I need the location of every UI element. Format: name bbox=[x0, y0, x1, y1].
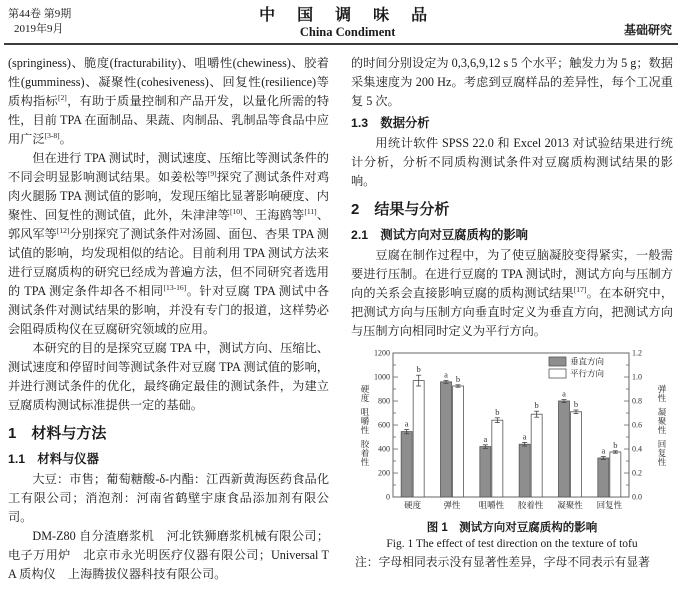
svg-text:1.0: 1.0 bbox=[632, 372, 642, 382]
svg-text:1000: 1000 bbox=[374, 372, 390, 382]
svg-text:a: a bbox=[601, 445, 606, 456]
svg-text:度: 度 bbox=[360, 393, 370, 403]
svg-text:硬度: 硬度 bbox=[404, 500, 422, 510]
svg-text:0.4: 0.4 bbox=[632, 444, 642, 454]
left-column bbox=[8, 54, 329, 584]
svg-text:b: b bbox=[573, 399, 579, 409]
svg-text:0: 0 bbox=[386, 492, 390, 502]
svg-text:回: 回 bbox=[657, 439, 667, 449]
svg-text:0.8: 0.8 bbox=[632, 396, 642, 406]
svg-text:a: a bbox=[483, 433, 488, 444]
paragraph: 的时间分别设定为 0,3,6,9,12 s 5 个水平；触发力为 5 g；数据采集速度为 200 Hz。考虑到豆腐样品的差异性，每个工况重复 5 次。 bbox=[351, 56, 673, 108]
svg-text:垂直方向: 垂直方向 bbox=[570, 356, 605, 367]
journal-title-en: China Condiment bbox=[299, 25, 396, 39]
svg-text:1200: 1200 bbox=[374, 348, 390, 358]
volume-issue: 第44卷 第9期 bbox=[8, 8, 72, 20]
subsection-heading-data-analysis: 1.3 数据分析 bbox=[351, 116, 430, 130]
svg-text:b: b bbox=[613, 439, 618, 450]
svg-text:咀: 咀 bbox=[360, 407, 370, 417]
svg-text:a: a bbox=[522, 431, 527, 442]
svg-text:聚: 聚 bbox=[657, 416, 667, 426]
paragraph: (springiness)、脆度(fracturability)、咀嚼性(chewiness)、胶着性(gumminess)、凝聚性(cohesiveness)、回复性(resilience)等质构指标[2]，有助于质量控制和产品开发，以量化所需的特性，目前 TPA 在面制品、果蔬、肉制品、乳制品等食品中应用广泛[3-8]。 bbox=[8, 56, 330, 146]
svg-text:200: 200 bbox=[378, 468, 390, 478]
journal-title-block bbox=[71, 7, 624, 40]
svg-text:0.2: 0.2 bbox=[632, 468, 642, 478]
two-column-body bbox=[0, 45, 682, 584]
paragraph: 大豆：市售；葡萄糖酸-δ-内酯：江西新黄海医药食品化工有限公司；消泡剂：河南省鹤壁宇康食品添加剂有限公司。 bbox=[8, 472, 329, 524]
svg-text:胶着性: 胶着性 bbox=[517, 500, 544, 510]
svg-text:凝聚性: 凝聚性 bbox=[557, 500, 583, 510]
svg-text:性: 性 bbox=[657, 393, 667, 403]
svg-text:1.2: 1.2 bbox=[632, 348, 642, 358]
svg-text:a: a bbox=[562, 388, 566, 399]
right-column bbox=[351, 54, 673, 584]
paragraph: 用统计软件 SPSS 22.0 和 Excel 2013 对试验结果进行统计分析，分析不同质构测试条件对豆腐质构测试结果的影响。 bbox=[351, 136, 673, 188]
section-label: 基础研究 bbox=[623, 23, 672, 37]
svg-text:回复性: 回复性 bbox=[596, 500, 623, 510]
svg-text:性: 性 bbox=[657, 457, 667, 467]
svg-text:800: 800 bbox=[378, 396, 390, 406]
svg-text:弹性: 弹性 bbox=[443, 500, 461, 510]
svg-text:胶: 胶 bbox=[360, 439, 370, 449]
figure-caption-cn: 图 1 测试方向对豆腐质构的影响 bbox=[426, 522, 598, 534]
svg-text:性: 性 bbox=[657, 425, 667, 435]
svg-text:嚼: 嚼 bbox=[360, 416, 370, 426]
svg-text:性: 性 bbox=[360, 457, 370, 467]
svg-text:着: 着 bbox=[360, 448, 370, 458]
bar-chart-tofu-texture bbox=[351, 347, 673, 519]
subsection-heading-materials: 1.1 材料与仪器 bbox=[8, 452, 99, 466]
issue-info bbox=[8, 7, 71, 37]
svg-text:复: 复 bbox=[657, 448, 667, 458]
journal-title-cn: 中 国 调 味 品 bbox=[259, 7, 437, 24]
svg-text:b: b bbox=[455, 373, 461, 384]
svg-text:硬: 硬 bbox=[360, 384, 370, 394]
svg-text:400: 400 bbox=[378, 444, 390, 454]
svg-text:a: a bbox=[444, 369, 448, 380]
svg-text:0.6: 0.6 bbox=[632, 420, 642, 430]
svg-text:b: b bbox=[495, 406, 500, 417]
paragraph: 本研究的目的是探究豆腐 TPA 中，测试方向、压缩比、测试速度和停留时间等测试条件对豆腐 TPA 测试值的影响，并进行测试条件的优化，最终确定最佳的测试条件，为建立豆腐质构测试标准提供一定的基础。 bbox=[8, 341, 329, 412]
issue-date: 2019年9月 bbox=[14, 23, 64, 35]
svg-text:凝: 凝 bbox=[657, 407, 667, 417]
section-heading-results: 2 结果与分析 bbox=[351, 201, 450, 218]
subsection-heading-test-direction: 2.1 测试方向对豆腐质构的影响 bbox=[351, 228, 528, 242]
svg-text:b: b bbox=[534, 400, 539, 411]
paragraph: DM-Z80 自分渣磨浆机 河北铁狮磨浆机械有限公司；电子万用炉 北京市永光明医疗仪器有限公司；Universal TA 质构仪 上海腾拔仪器科技有限公司。 bbox=[8, 529, 329, 581]
svg-text:600: 600 bbox=[378, 420, 390, 430]
svg-text:弹: 弹 bbox=[657, 384, 667, 394]
svg-text:咀嚼性: 咀嚼性 bbox=[478, 500, 505, 510]
figure-1 bbox=[351, 347, 673, 570]
paragraph: 但在进行 TPA 测试时，测试速度、压缩比等测试条件的不同会明显影响测试结果。如姜松等[9]探究了测试条件对鸡肉火腿肠 TPA 测试值的影响，发现压缩比显著影响硬度、内聚性、回复性的测试值，此外，朱津津等[10]、王海鸥等[11]、郭风军等[12]分别探究了测试条件对汤圆、面包、杏果 TPA 测试值的影响，均发现相似的结论。目前利用 TPA 测试方法来进行豆腐质构的研究已经成为普遍方法，但不同研究者选用的 TPA 测定条件却各不相同[13-16]。针对豆腐 TPA 测试中各测试条件对测试结果的影响，并没有专门的报道，这样势必会阻碍质构仪在豆腐研究领域的应用。 bbox=[8, 151, 330, 336]
page-header bbox=[0, 0, 682, 41]
paragraph: 豆腐在制作过程中，为了使豆脑凝胶变得紧实，一般需要进行压制。在进行豆腐的 TPA 测试时，测试方向与压制方向的关系会直接影响豆腐的质构测试结果[17]。在本研究中，把测试方向与压制方向垂直时定义为垂直方向，把测试方向与压制方向相同时定义为平行方向。 bbox=[351, 248, 674, 338]
svg-text:a: a bbox=[404, 418, 409, 429]
svg-text:b: b bbox=[416, 364, 421, 375]
svg-text:0.0: 0.0 bbox=[632, 492, 642, 502]
figure-note: 注：字母相同表示没有显著性差异，字母不同表示有显著 bbox=[355, 555, 650, 569]
figure-caption-en: Fig. 1 The effect of test direction on the texture of tofu bbox=[386, 538, 638, 550]
svg-text:平行方向: 平行方向 bbox=[570, 368, 605, 379]
svg-text:性: 性 bbox=[360, 425, 370, 435]
section-heading-materials: 1 材料与方法 bbox=[8, 425, 107, 442]
